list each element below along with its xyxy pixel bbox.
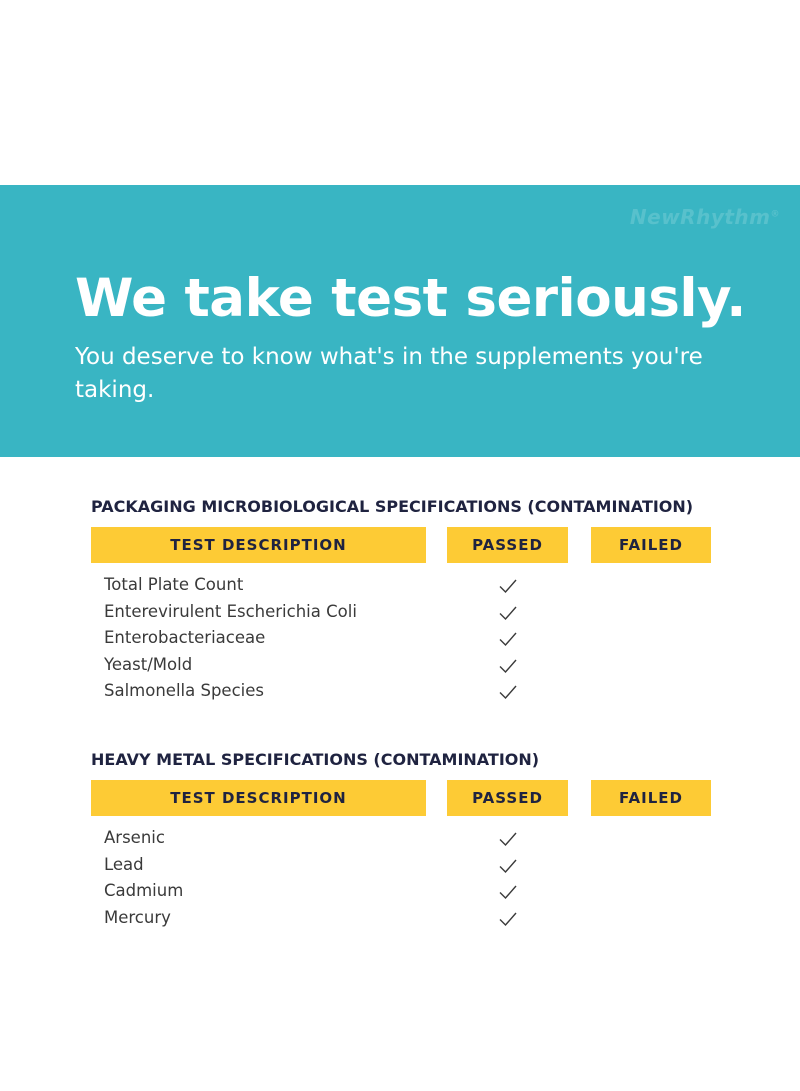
- section-title: HEAVY METAL SPECIFICATIONS (CONTAMINATION): [91, 750, 540, 769]
- test-label: Enterevirulent Escherichia Coli: [104, 601, 357, 621]
- column-header-passed: PASSED: [447, 527, 568, 563]
- check-icon: [498, 831, 518, 847]
- check-icon: [498, 605, 518, 621]
- hero-banner: [0, 185, 800, 457]
- brand-name: NewRhythm: [629, 205, 771, 229]
- test-row: [0, 678, 800, 705]
- check-icon: [498, 684, 518, 700]
- test-label: Mercury: [104, 907, 171, 927]
- test-label: Lead: [104, 854, 144, 874]
- test-row: [0, 625, 800, 652]
- column-header-failed: FAILED: [591, 780, 711, 816]
- test-row: [0, 652, 800, 679]
- subheadline: You deserve to know what's in the supplements you're taking.: [75, 344, 703, 403]
- test-label: Arsenic: [104, 828, 165, 847]
- column-header-test-description: TEST DESCRIPTION: [91, 780, 426, 816]
- check-icon: [498, 658, 518, 674]
- section-title: PACKAGING MICROBIOLOGICAL SPECIFICATIONS (CONTAMINATION): [91, 497, 694, 516]
- check-icon: [498, 631, 518, 647]
- test-row: [0, 852, 800, 879]
- test-list: [0, 572, 800, 705]
- column-header-passed: PASSED: [447, 780, 568, 816]
- registered-mark: ®: [770, 209, 780, 220]
- test-label: Total Plate Count: [104, 575, 244, 594]
- test-row: [0, 905, 800, 932]
- check-icon: [498, 884, 518, 900]
- headline: We take test seriously.: [75, 268, 746, 329]
- test-label: Enterobacteriaceae: [104, 628, 266, 648]
- check-icon: [498, 858, 518, 874]
- brand-watermark: [630, 205, 780, 229]
- test-list: [0, 825, 800, 931]
- check-icon: [498, 911, 518, 927]
- test-row: [0, 878, 800, 905]
- column-header-test-description: TEST DESCRIPTION: [91, 527, 426, 563]
- test-label: Salmonella Species: [104, 681, 264, 701]
- test-label: Yeast/Mold: [104, 654, 193, 674]
- test-label: Cadmium: [104, 881, 184, 901]
- test-row: [0, 825, 800, 852]
- column-header-failed: FAILED: [591, 527, 711, 563]
- test-row: [0, 572, 800, 599]
- test-row: [0, 599, 800, 626]
- check-icon: [498, 578, 518, 594]
